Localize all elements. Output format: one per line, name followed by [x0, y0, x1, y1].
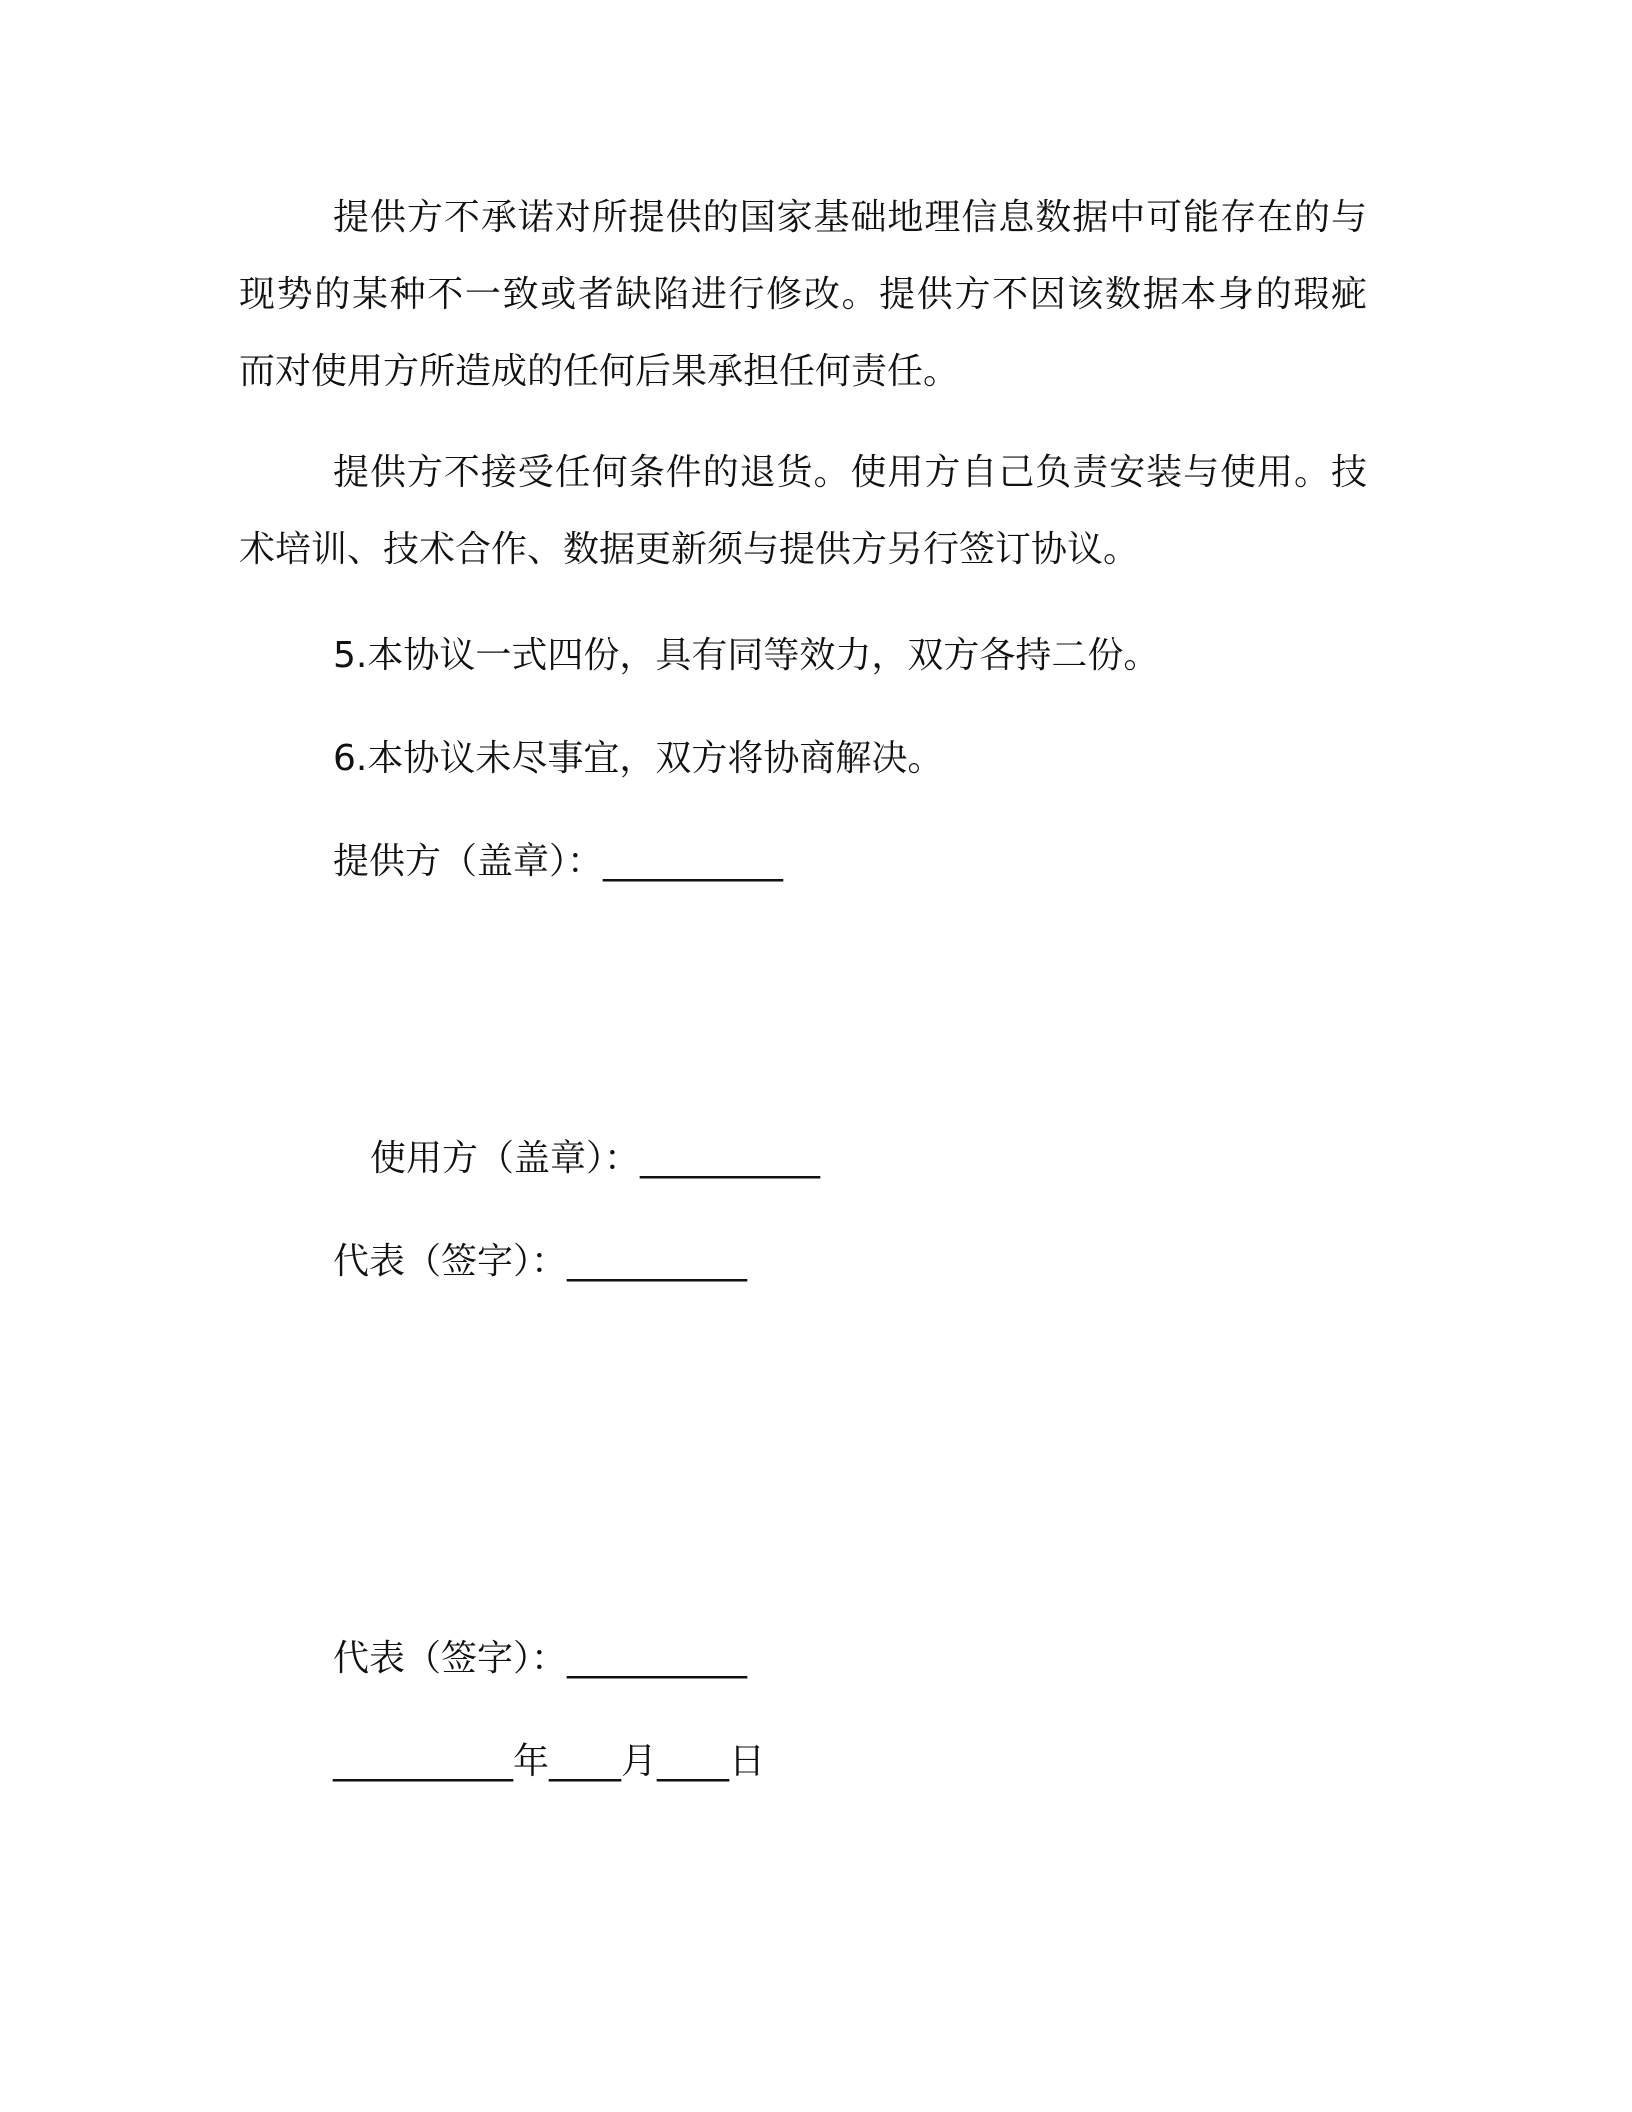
user-seal-line: 使用方（盖章）：__________ [370, 1138, 821, 1179]
paragraph2-line1: 提供方不接受任何条件的退货。使用方自己负责安装与使用。技 [333, 452, 1367, 493]
date-line: __________年____月____日 [333, 1741, 765, 1782]
paragraph1-line2: 现势的某种不一致或者缺陷进行修改。提供方不因该数据本身的瑕疵 [239, 274, 1367, 315]
representative-signature-2: 代表（签字）：__________ [333, 1638, 748, 1679]
clause-5: 5.本协议一式四份，具有同等效力，双方各持二份。 [333, 635, 1160, 676]
paragraph2-line2: 术培训、技术合作、数据更新须与提供方另行签订协议。 [239, 529, 1140, 570]
clause-6: 6.本协议未尽事宜，双方将协商解决。 [333, 738, 944, 779]
provider-seal-line: 提供方（盖章）：__________ [333, 841, 784, 882]
representative-signature-1: 代表（签字）：__________ [333, 1241, 748, 1282]
paragraph1-line1: 提供方不承诺对所提供的国家基础地理信息数据中可能存在的与 [333, 197, 1367, 238]
paragraph1-line3: 而对使用方所造成的任何后果承担任何责任。 [239, 351, 960, 392]
